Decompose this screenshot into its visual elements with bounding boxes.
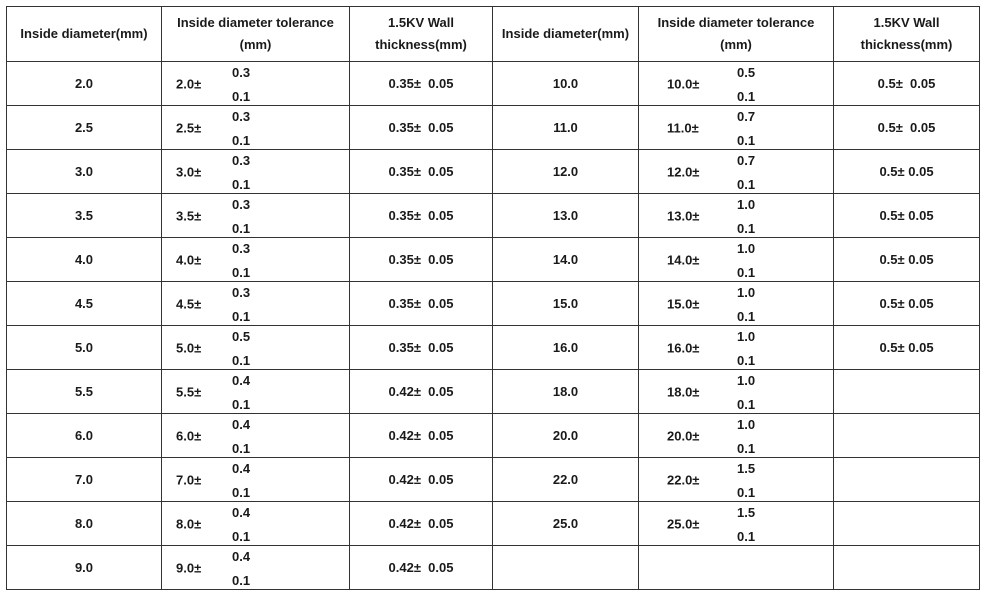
right-wall-thickness bbox=[834, 370, 980, 414]
tolerance-lower: 0.1 bbox=[737, 133, 756, 148]
left-tolerance-cell bbox=[162, 458, 350, 502]
tolerance-base: 5.5± bbox=[176, 384, 202, 399]
left-inside-diameter: 5.5 bbox=[7, 370, 162, 414]
left-tolerance bbox=[162, 106, 349, 149]
tolerance-base: 16.0± bbox=[667, 340, 700, 355]
right-tolerance-cell bbox=[639, 282, 834, 326]
right-tolerance bbox=[639, 150, 833, 193]
left-wall-thickness: 0.35± 0.05 bbox=[350, 326, 493, 370]
right-inside-diameter: 25.0 bbox=[493, 502, 639, 546]
table-row bbox=[7, 370, 980, 414]
right-inside-diameter: 16.0 bbox=[493, 326, 639, 370]
left-tolerance-cell bbox=[162, 326, 350, 370]
left-tolerance bbox=[162, 150, 349, 193]
right-tolerance bbox=[639, 238, 833, 281]
left-tolerance bbox=[162, 370, 349, 413]
left-tolerance bbox=[162, 326, 349, 369]
tolerance-base: 8.0± bbox=[176, 516, 202, 531]
tolerance-lower: 0.1 bbox=[737, 89, 756, 104]
tolerance-base: 6.0± bbox=[176, 428, 202, 443]
tolerance-upper: 0.3 bbox=[232, 197, 251, 212]
right-tolerance-cell bbox=[639, 238, 834, 282]
table-row bbox=[7, 502, 980, 546]
tolerance-upper: 0.3 bbox=[232, 241, 251, 256]
table-row bbox=[7, 238, 980, 282]
tolerance-lower: 0.1 bbox=[232, 89, 251, 104]
table-row bbox=[7, 458, 980, 502]
right-inside-diameter: 13.0 bbox=[493, 194, 639, 238]
left-wall-thickness: 0.42± 0.05 bbox=[350, 370, 493, 414]
tolerance-lower: 0.1 bbox=[232, 309, 251, 324]
left-wall-thickness: 0.35± 0.05 bbox=[350, 282, 493, 326]
tolerance-upper: 1.0 bbox=[737, 417, 756, 432]
right-inside-diameter: 15.0 bbox=[493, 282, 639, 326]
tolerance-upper: 0.3 bbox=[232, 285, 251, 300]
left-wall-thickness: 0.35± 0.05 bbox=[350, 194, 493, 238]
tolerance-base: 5.0± bbox=[176, 340, 202, 355]
tolerance-base: 4.0± bbox=[176, 252, 202, 267]
header-inside-diameter: Inside diameter(mm) bbox=[7, 7, 162, 62]
right-wall-thickness: 0.5± 0.05 bbox=[834, 62, 980, 106]
header-tolerance-line1: Inside diameter tolerance bbox=[177, 15, 334, 30]
header-wall-thickness-2 bbox=[834, 7, 980, 62]
table-row bbox=[7, 282, 980, 326]
right-wall-thickness: 0.5± 0.05 bbox=[834, 282, 980, 326]
tolerance-lower: 0.1 bbox=[737, 221, 756, 236]
right-tolerance-cell bbox=[639, 414, 834, 458]
tolerance-base: 22.0± bbox=[667, 472, 700, 487]
tolerance-base: 20.0± bbox=[667, 428, 700, 443]
right-tolerance bbox=[639, 458, 833, 501]
tolerance-base: 11.0± bbox=[667, 120, 699, 135]
header-tolerance-2-line1: Inside diameter tolerance bbox=[657, 15, 815, 30]
tolerance-lower: 0.1 bbox=[232, 529, 251, 544]
right-tolerance-cell bbox=[639, 62, 834, 106]
left-wall-thickness: 0.35± 0.05 bbox=[350, 238, 493, 282]
header-wall-2-line1: 1.5KV Wall bbox=[873, 15, 940, 30]
right-tolerance bbox=[639, 414, 833, 457]
tolerance-lower: 0.1 bbox=[232, 221, 251, 236]
left-wall-thickness: 0.35± 0.05 bbox=[350, 62, 493, 106]
right-wall-thickness: 0.5± 0.05 bbox=[834, 150, 980, 194]
left-wall-thickness: 0.35± 0.05 bbox=[350, 150, 493, 194]
tolerance-base: 9.0± bbox=[176, 560, 202, 575]
tolerance-upper: 0.4 bbox=[232, 417, 251, 432]
header-tolerance bbox=[162, 7, 350, 62]
tolerance-base: 10.0± bbox=[667, 76, 700, 91]
tolerance-lower: 0.1 bbox=[232, 441, 251, 456]
table-row bbox=[7, 194, 980, 238]
header-tolerance-line2: (mm) bbox=[239, 37, 272, 52]
left-tolerance-cell bbox=[162, 370, 350, 414]
left-tolerance bbox=[162, 238, 349, 281]
left-tolerance bbox=[162, 458, 349, 501]
tolerance-lower: 0.1 bbox=[737, 177, 756, 192]
tolerance-upper: 0.3 bbox=[232, 153, 251, 168]
tolerance-upper: 0.5 bbox=[737, 65, 756, 80]
table-row bbox=[7, 106, 980, 150]
right-tolerance-cell bbox=[639, 150, 834, 194]
tolerance-lower: 0.1 bbox=[232, 133, 251, 148]
right-wall-thickness bbox=[834, 414, 980, 458]
right-wall-thickness: 0.5± 0.05 bbox=[834, 326, 980, 370]
tolerance-base: 2.0± bbox=[176, 76, 202, 91]
right-tolerance bbox=[639, 62, 833, 105]
left-tolerance-cell bbox=[162, 106, 350, 150]
tolerance-base: 7.0± bbox=[176, 472, 202, 487]
tolerance-lower: 0.1 bbox=[232, 265, 251, 280]
tolerance-base: 18.0± bbox=[667, 384, 700, 399]
tolerance-lower: 0.1 bbox=[737, 529, 756, 544]
right-tolerance-cell bbox=[639, 458, 834, 502]
tolerance-upper: 0.4 bbox=[232, 549, 251, 564]
left-tolerance-cell bbox=[162, 150, 350, 194]
right-tolerance bbox=[639, 370, 833, 413]
tolerance-base: 15.0± bbox=[667, 296, 700, 311]
tolerance-lower: 0.1 bbox=[232, 177, 251, 192]
tolerance-lower: 0.1 bbox=[737, 309, 756, 324]
tolerance-upper: 0.4 bbox=[232, 373, 251, 388]
tolerance-base: 4.5± bbox=[176, 296, 202, 311]
header-row bbox=[7, 7, 980, 62]
tolerance-upper: 1.0 bbox=[737, 329, 756, 344]
header-wall-line2: thickness(mm) bbox=[375, 37, 467, 52]
left-tolerance-cell bbox=[162, 414, 350, 458]
tolerance-base: 25.0± bbox=[667, 516, 700, 531]
tolerance-base: 2.5± bbox=[176, 120, 202, 135]
header-tolerance-2-line2: (mm) bbox=[720, 37, 752, 52]
table-row bbox=[7, 546, 980, 590]
left-tolerance bbox=[162, 502, 349, 545]
tolerance-upper: 0.7 bbox=[737, 153, 756, 168]
table-row bbox=[7, 62, 980, 106]
left-wall-thickness: 0.42± 0.05 bbox=[350, 458, 493, 502]
left-tolerance-cell bbox=[162, 62, 350, 106]
left-inside-diameter: 7.0 bbox=[7, 458, 162, 502]
tolerance-lower: 0.1 bbox=[232, 573, 251, 588]
left-tolerance bbox=[162, 194, 349, 237]
tolerance-upper: 1.0 bbox=[737, 197, 756, 212]
tolerance-base: 14.0± bbox=[667, 252, 700, 267]
left-tolerance-cell bbox=[162, 238, 350, 282]
tolerance-lower: 0.1 bbox=[737, 397, 756, 412]
right-inside-diameter: 14.0 bbox=[493, 238, 639, 282]
right-inside-diameter: 11.0 bbox=[493, 106, 639, 150]
table-row bbox=[7, 326, 980, 370]
tolerance-upper: 1.0 bbox=[737, 241, 756, 256]
tolerance-lower: 0.1 bbox=[737, 353, 756, 368]
tolerance-lower: 0.1 bbox=[232, 485, 251, 500]
right-wall-thickness bbox=[834, 502, 980, 546]
left-inside-diameter: 6.0 bbox=[7, 414, 162, 458]
header-inside-diameter-2: Inside diameter(mm) bbox=[493, 7, 639, 62]
tolerance-upper: 1.0 bbox=[737, 285, 756, 300]
table-row bbox=[7, 150, 980, 194]
tolerance-lower: 0.1 bbox=[737, 265, 756, 280]
right-tolerance-cell bbox=[639, 370, 834, 414]
tolerance-lower: 0.1 bbox=[737, 441, 756, 456]
tolerance-upper: 0.3 bbox=[232, 65, 251, 80]
left-tolerance bbox=[162, 546, 349, 589]
right-tolerance-cell bbox=[639, 502, 834, 546]
left-tolerance-cell bbox=[162, 546, 350, 590]
tolerance-upper: 0.4 bbox=[232, 505, 251, 520]
right-inside-diameter bbox=[493, 546, 639, 590]
header-wall-thickness bbox=[350, 7, 493, 62]
left-inside-diameter: 4.5 bbox=[7, 282, 162, 326]
spec-table bbox=[6, 6, 980, 590]
right-inside-diameter: 20.0 bbox=[493, 414, 639, 458]
right-tolerance-cell bbox=[639, 106, 834, 150]
left-inside-diameter: 2.5 bbox=[7, 106, 162, 150]
right-tolerance-cell bbox=[639, 326, 834, 370]
table-body bbox=[7, 62, 980, 590]
header-wall-2-line2: thickness(mm) bbox=[860, 37, 953, 52]
left-wall-thickness: 0.42± 0.05 bbox=[350, 414, 493, 458]
left-inside-diameter: 8.0 bbox=[7, 502, 162, 546]
header-tolerance-2 bbox=[639, 7, 834, 62]
right-tolerance-cell bbox=[639, 546, 834, 590]
left-tolerance-cell bbox=[162, 194, 350, 238]
tolerance-lower: 0.1 bbox=[232, 397, 251, 412]
right-tolerance bbox=[639, 106, 833, 149]
left-tolerance-cell bbox=[162, 502, 350, 546]
tolerance-upper: 0.5 bbox=[232, 329, 251, 344]
right-inside-diameter: 18.0 bbox=[493, 370, 639, 414]
right-tolerance-cell bbox=[639, 194, 834, 238]
right-wall-thickness bbox=[834, 458, 980, 502]
tolerance-lower: 0.1 bbox=[232, 353, 251, 368]
left-wall-thickness: 0.42± 0.05 bbox=[350, 546, 493, 590]
tolerance-upper: 0.3 bbox=[232, 109, 251, 124]
right-inside-diameter: 12.0 bbox=[493, 150, 639, 194]
right-wall-thickness: 0.5± 0.05 bbox=[834, 238, 980, 282]
left-inside-diameter: 9.0 bbox=[7, 546, 162, 590]
tolerance-base: 3.0± bbox=[176, 164, 202, 179]
left-tolerance bbox=[162, 414, 349, 457]
right-wall-thickness: 0.5± 0.05 bbox=[834, 194, 980, 238]
right-tolerance bbox=[639, 502, 833, 545]
tolerance-lower: 0.1 bbox=[737, 485, 756, 500]
right-inside-diameter: 10.0 bbox=[493, 62, 639, 106]
right-inside-diameter: 22.0 bbox=[493, 458, 639, 502]
left-wall-thickness: 0.35± 0.05 bbox=[350, 106, 493, 150]
left-inside-diameter: 3.5 bbox=[7, 194, 162, 238]
left-inside-diameter: 3.0 bbox=[7, 150, 162, 194]
left-wall-thickness: 0.42± 0.05 bbox=[350, 502, 493, 546]
right-tolerance bbox=[639, 546, 833, 589]
tolerance-base: 13.0± bbox=[667, 208, 700, 223]
tolerance-upper: 1.5 bbox=[737, 461, 756, 476]
left-tolerance bbox=[162, 62, 349, 105]
tolerance-upper: 0.4 bbox=[232, 461, 251, 476]
right-wall-thickness: 0.5± 0.05 bbox=[834, 106, 980, 150]
right-tolerance bbox=[639, 326, 833, 369]
tolerance-upper: 0.7 bbox=[737, 109, 756, 124]
tolerance-base: 12.0± bbox=[667, 164, 700, 179]
header-wall-line1: 1.5KV Wall bbox=[388, 15, 454, 30]
tolerance-upper: 1.0 bbox=[737, 373, 756, 388]
tolerance-upper: 1.5 bbox=[737, 505, 756, 520]
right-tolerance bbox=[639, 194, 833, 237]
right-wall-thickness bbox=[834, 546, 980, 590]
table-row bbox=[7, 414, 980, 458]
left-inside-diameter: 2.0 bbox=[7, 62, 162, 106]
left-tolerance-cell bbox=[162, 282, 350, 326]
left-inside-diameter: 5.0 bbox=[7, 326, 162, 370]
tolerance-base: 3.5± bbox=[176, 208, 202, 223]
right-tolerance bbox=[639, 282, 833, 325]
left-tolerance bbox=[162, 282, 349, 325]
left-inside-diameter: 4.0 bbox=[7, 238, 162, 282]
